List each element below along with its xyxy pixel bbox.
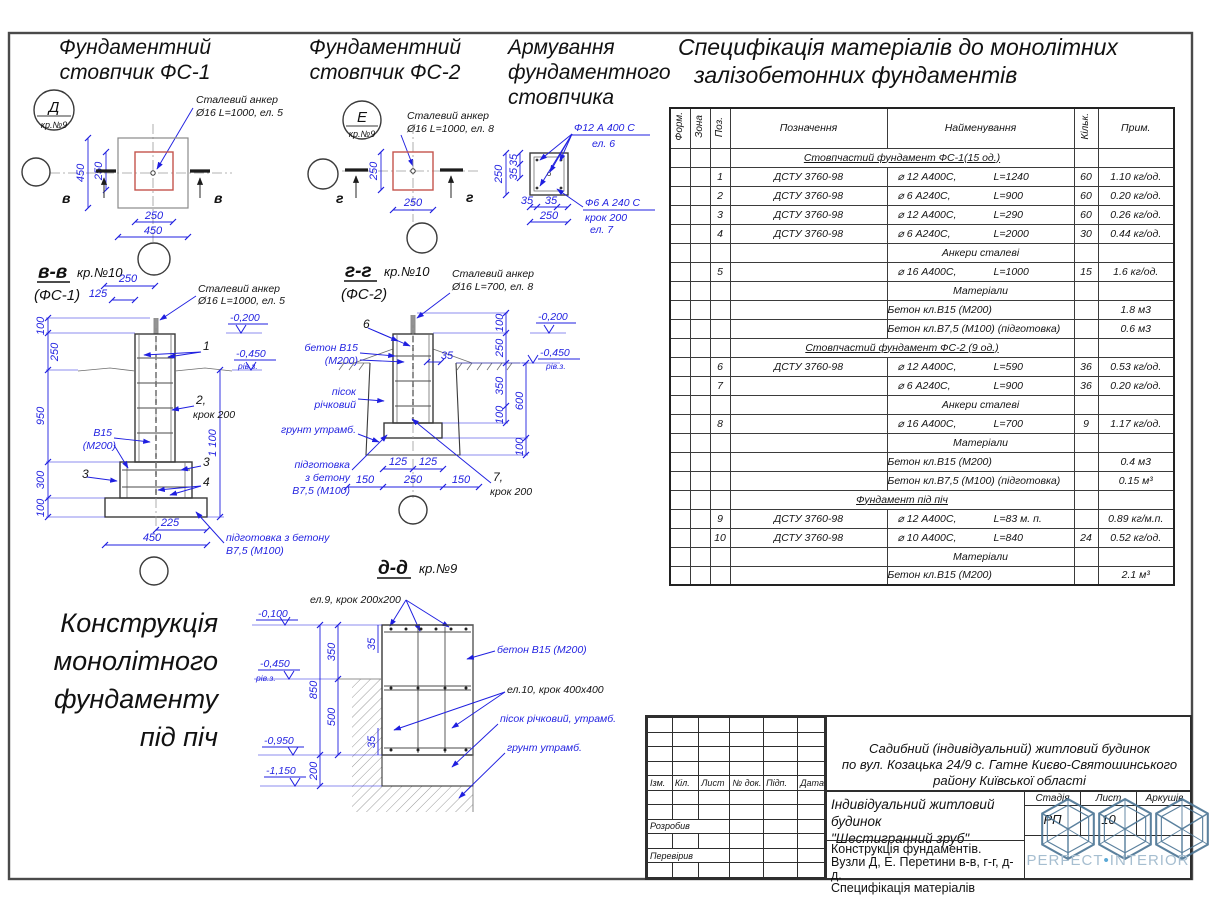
spec-length: L=1240: [993, 170, 1029, 183]
fs1-title: Фундаментний: [58, 36, 212, 59]
sand-label: пісок річковий, утрамб.: [500, 713, 617, 725]
role-checked: Перевірив: [648, 848, 730, 863]
spec-data-row: [670, 186, 1174, 205]
stove-foundation-title: [54, 608, 220, 752]
spec-material-row: [670, 566, 1174, 585]
dim-label: 35: [508, 167, 520, 181]
svg-text:кр.№9: кр.№9: [40, 120, 68, 130]
section-gg-heading: г-г: [345, 261, 372, 282]
rebar-label-f12: Ф12 А 400 С: [574, 122, 635, 134]
dim-label: 225: [160, 517, 180, 529]
spec-group-row: [670, 490, 1174, 509]
spec-data-row: [670, 357, 1174, 376]
spec-sign: [730, 376, 887, 395]
spec-header-qty: Кільк.: [1080, 113, 1091, 140]
spec-title-line1: Специфікація матеріалів до монолітних: [678, 34, 1118, 60]
svg-text:під піч: під піч: [139, 722, 218, 752]
svg-text:монолітного: монолітного: [53, 646, 218, 676]
spec-material-row: [670, 452, 1174, 471]
object-name: Індивідуальний житловий будинок "Шестигранний зруб": [825, 792, 1024, 840]
dim-label: 100: [494, 313, 506, 333]
section-mark-v: в: [214, 190, 223, 206]
dim-label: 150: [451, 474, 471, 486]
sheets-header: Аркушів: [1145, 793, 1184, 804]
dim-label: 1 100: [207, 429, 219, 457]
dim-label: 300: [35, 470, 47, 490]
grid-bubble: [140, 557, 168, 585]
callout-7: 7,: [493, 470, 504, 484]
dim-label: 150: [355, 474, 375, 486]
rebar-label-f6: Ф6 А 240 С: [585, 197, 641, 209]
spec-dia: ⌀ 6 А240С,: [897, 189, 951, 202]
spec-sign: ДСТУ 3760-98: [730, 224, 887, 243]
grid-bubble: [308, 159, 338, 189]
svg-text:кр.№9: кр.№9: [348, 129, 376, 139]
svg-text:стовпчик ФС-1: стовпчик ФС-1: [59, 61, 211, 84]
title-block: [645, 715, 1192, 895]
spec-note: 0.53 кг/од.: [1098, 357, 1174, 376]
spec-material: Бетон кл.В15 (М200): [887, 452, 1074, 471]
callout-3: 3: [82, 467, 89, 481]
spec-group-row: [670, 338, 1174, 357]
spec-note: 0.89 кг/м.п.: [1098, 509, 1174, 528]
spec-note: 0.6 м3: [1098, 319, 1174, 338]
dim-label: 200: [308, 761, 320, 781]
spec-header-form: Форм.: [674, 112, 686, 142]
svg-text:рів.з.: рів.з.: [238, 361, 258, 371]
level-mark: -1,150: [266, 765, 296, 777]
section-mark-g: г: [336, 190, 344, 206]
stage-value: РП: [1025, 806, 1081, 835]
level-mark: -0,950: [264, 735, 294, 747]
spec-title: [678, 33, 1118, 89]
fs2-plan-drawing: [308, 36, 494, 253]
svg-text:ел. 6: ел. 6: [592, 138, 616, 150]
spec-length: L=840: [993, 531, 1024, 544]
spec-note: 0.20 кг/од.: [1098, 376, 1174, 395]
spec-sign: ДСТУ 3760-98: [730, 509, 887, 528]
spec-material: Бетон кл.В7,5 (М100) (підготовка): [887, 319, 1074, 338]
grid-bubble: [399, 496, 427, 524]
spec-qty: 36: [1074, 357, 1098, 376]
dim-label: 450: [143, 225, 163, 237]
grid-bubble: [138, 243, 170, 275]
svg-text:фундаментного: фундаментного: [508, 61, 671, 84]
spec-note: 1.8 м3: [1098, 300, 1174, 319]
dim-label: 450: [142, 532, 162, 544]
level-mark: -0,450: [540, 347, 570, 359]
section-dd-heading: д-д: [378, 558, 408, 579]
dim-label: 350: [494, 376, 506, 396]
level-mark: -0,100: [258, 608, 288, 620]
col-izm: Ізм.: [648, 776, 673, 791]
spec-qty: [1074, 509, 1098, 528]
dim-label: 100: [35, 316, 47, 336]
spec-data-row: [670, 262, 1174, 281]
callout-3: 3: [203, 455, 210, 469]
spec-pos: 8: [710, 414, 730, 433]
spec-dia: ⌀ 12 А400С,: [897, 208, 957, 221]
svg-text:кр.№10: кр.№10: [384, 264, 430, 279]
spec-length: L=83 м. п.: [993, 512, 1042, 525]
dim-label: 250: [144, 210, 164, 222]
spec-data-row: [670, 414, 1174, 433]
dim-label: 250: [93, 161, 105, 181]
dim-label: 350: [326, 642, 338, 662]
spec-subheader: Матеріали: [887, 281, 1074, 300]
spec-note: 0.26 кг/од.: [1098, 205, 1174, 224]
spec-note: 0.20 кг/од.: [1098, 186, 1174, 205]
spec-qty: 24: [1074, 528, 1098, 547]
node-marker-e: Е: [356, 109, 368, 126]
fs2-title: Фундаментний: [308, 36, 462, 59]
sand-label: пісок: [331, 386, 356, 398]
dim-label: 950: [35, 406, 47, 426]
spec-subheader: Матеріали: [887, 547, 1074, 566]
material-label: бетон В15: [304, 342, 358, 354]
spec-sign: ДСТУ 3760-98: [730, 528, 887, 547]
spec-sign: [730, 414, 887, 433]
reinforcement-detail-drawing: [493, 36, 671, 236]
svg-text:стовпчик ФС-2: стовпчик ФС-2: [309, 61, 461, 84]
spec-dia: ⌀ 12 А400С,: [897, 170, 957, 183]
spec-dia: ⌀ 16 А400С,: [897, 417, 957, 430]
spec-dia: ⌀ 6 А240С,: [897, 379, 951, 392]
section-dd-drawing: [252, 558, 616, 812]
spec-length: L=2000: [993, 227, 1029, 240]
spec-pos: 6: [710, 357, 730, 376]
spec-data-row: [670, 167, 1174, 186]
dim-label: 250: [403, 474, 423, 486]
dim-label: 35: [440, 350, 454, 362]
spec-note: 1.10 кг/од.: [1098, 167, 1174, 186]
spec-header-note: Прим.: [1098, 108, 1174, 148]
spec-subheader: Матеріали: [887, 433, 1074, 452]
callout-2: 2,: [196, 393, 207, 407]
revision-table: [647, 717, 825, 878]
spec-qty: 60: [1074, 205, 1098, 224]
spec-qty: 60: [1074, 167, 1098, 186]
mesh9-label: ел.9, крок 200x200: [310, 594, 401, 606]
svg-text:В7,5 (М100): В7,5 (М100): [226, 545, 284, 557]
spec-header-row: [670, 108, 1174, 148]
spec-pos: 7: [710, 376, 730, 395]
spec-material-row: [670, 300, 1174, 319]
spec-length: L=590: [993, 360, 1024, 373]
spec-note: 0.4 м3: [1098, 452, 1174, 471]
spec-pos: 4: [710, 224, 730, 243]
spec-subheader-row: [670, 281, 1174, 300]
dim-label: 100: [514, 437, 526, 457]
soil-label: грунт утрамб.: [507, 742, 582, 754]
svg-text:рів.з.: рів.з.: [546, 361, 566, 371]
spec-material-row: [670, 319, 1174, 338]
section-mark-g: г: [466, 189, 474, 205]
dim-label: 250: [368, 161, 380, 181]
spec-material: Бетон кл.В7,5 (М100) (підготовка): [887, 471, 1074, 490]
spec-note: 0.44 кг/од.: [1098, 224, 1174, 243]
spec-data-row: [670, 224, 1174, 243]
svg-text:(М200): (М200): [82, 440, 116, 452]
dim-label: 250: [539, 210, 559, 222]
spec-note: 2.1 м³: [1098, 566, 1174, 585]
level-mark: -0,450: [236, 348, 266, 360]
spec-dia: ⌀ 6 А240С,: [897, 227, 951, 240]
dim-label: 35: [366, 637, 378, 651]
spec-qty: 36: [1074, 376, 1098, 395]
spec-header-name: Найменування: [887, 108, 1074, 148]
sheet-content: Конструкція фундаментів. Вузли Д, Е. Перетини в-в, г-г, д-д. Специфікація матеріалів: [825, 840, 1024, 878]
arm-title: Армування: [508, 36, 615, 59]
spec-data-row: [670, 205, 1174, 224]
dim-label: 250: [49, 342, 61, 362]
sheet-number: 10: [1081, 806, 1137, 835]
col-list: Лист: [699, 776, 730, 791]
svg-text:фундаменту: фундаменту: [53, 684, 218, 714]
svg-text:з бетону: з бетону: [305, 472, 350, 484]
vv-anchor-note: Сталевий анкер: [198, 283, 281, 295]
dim-label: 35: [520, 195, 534, 207]
svg-text:стовпчика: стовпчика: [508, 86, 615, 109]
svg-text:ел. 7: ел. 7: [590, 224, 614, 236]
spec-qty: 30: [1074, 224, 1098, 243]
col-pidp: Підп.: [764, 776, 798, 791]
spec-material: Бетон кл.В15 (М200): [887, 566, 1074, 585]
svg-text:Ø16 L=700, ел. 8: Ø16 L=700, ел. 8: [452, 281, 534, 293]
vv-prep-note: підготовка з бетону: [226, 532, 330, 544]
dim-label: 250: [118, 273, 138, 285]
spec-note: 1.17 кг/од.: [1098, 414, 1174, 433]
svg-text:(М200): (М200): [324, 355, 358, 367]
section-gg-drawing: [281, 261, 580, 524]
logo-bullet: •: [1103, 852, 1110, 869]
col-ndok: № док.: [730, 776, 764, 791]
spec-sign: [730, 262, 887, 281]
svg-text:крок 200: крок 200: [193, 409, 236, 421]
spec-subheader-row: [670, 547, 1174, 566]
dim-label: 35: [366, 735, 378, 749]
spec-subheader-row: [670, 395, 1174, 414]
spec-material: Бетон кл.В15 (М200): [887, 300, 1074, 319]
spec-dia: ⌀ 16 А400С,: [897, 265, 957, 278]
level-mark: -0,200: [230, 312, 260, 324]
spec-pos: 9: [710, 509, 730, 528]
spec-length: L=700: [993, 417, 1024, 430]
dim-label: 600: [514, 391, 526, 411]
dim-label: 125: [388, 456, 408, 468]
material-label: бетон В15 (М200): [497, 644, 587, 656]
dim-label: 100: [494, 405, 506, 425]
dim-label: 250: [494, 338, 506, 358]
spec-header-zona: Зона: [694, 115, 705, 139]
svg-text:Конструкція: Конструкція: [60, 608, 218, 638]
col-kil: Кіл.: [672, 776, 698, 791]
spec-dia: ⌀ 12 А400С,: [897, 512, 957, 525]
sheet-header: Лист: [1081, 792, 1137, 805]
spec-note: 1.6 кг/од.: [1098, 262, 1174, 281]
material-label: В15: [93, 427, 112, 439]
spec-title-line2: залізобетонних фундаментів: [694, 62, 1018, 88]
dim-label: 250: [403, 197, 423, 209]
spec-data-row: [670, 376, 1174, 395]
spec-dia: ⌀ 12 А400С,: [897, 360, 957, 373]
revision-header-row: [648, 776, 825, 791]
spec-table: [669, 107, 1175, 586]
level-mark: -0,200: [538, 311, 568, 323]
svg-text:кр.№10: кр.№10: [77, 265, 123, 280]
spec-pos: 2: [710, 186, 730, 205]
spec-subheader: Анкери сталеві: [887, 243, 1074, 262]
callout-4: 4: [203, 475, 210, 489]
spec-pos: 3: [710, 205, 730, 224]
spec-qty: 60: [1074, 186, 1098, 205]
spec-group-title: Фундамент під піч: [856, 493, 948, 506]
spec-pos: 10: [710, 528, 730, 547]
role-developed: Розробив: [648, 819, 730, 834]
spec-note: 0.15 м³: [1098, 471, 1174, 490]
gg-prep-note: підготовка: [294, 459, 350, 471]
dim-label: 450: [75, 163, 87, 183]
spec-header-poz: Поз.: [714, 116, 725, 137]
dim-label: 35: [508, 153, 520, 167]
spec-pos: 5: [710, 262, 730, 281]
logo-wordmark: PERFECT•INTERIOR: [1026, 852, 1190, 869]
dim-label: 500: [326, 707, 338, 727]
grid-bubble: [22, 158, 50, 186]
node-marker-d: Д: [48, 99, 60, 116]
spec-qty: 9: [1074, 414, 1098, 433]
svg-text:рів.з.: рів.з.: [256, 673, 276, 683]
spec-subheader-row: [670, 243, 1174, 262]
spec-length: L=1000: [993, 265, 1029, 278]
spec-group-row: [670, 148, 1174, 167]
spec-note: 0.52 кг/од.: [1098, 528, 1174, 547]
spec-qty: 15: [1074, 262, 1098, 281]
spec-data-row: [670, 509, 1174, 528]
spec-sign: ДСТУ 3760-98: [730, 205, 887, 224]
spec-group-title: Стовпчастий фундамент ФС-1(15 од.): [803, 151, 1001, 164]
dim-label: 35: [544, 195, 558, 207]
dim-label: 125: [88, 288, 108, 300]
svg-text:Ø16 L=1000, ел. 5: Ø16 L=1000, ел. 5: [198, 295, 286, 307]
svg-text:крок 200: крок 200: [585, 212, 628, 224]
section-vv-heading: в-в: [38, 262, 68, 283]
level-mark: -0,450: [260, 658, 290, 670]
svg-text:(ФС-2): (ФС-2): [341, 286, 388, 303]
svg-text:В7,5 (М100): В7,5 (М100): [292, 485, 350, 497]
stage-header: Стадія: [1025, 792, 1081, 805]
dim-label: 850: [308, 680, 320, 700]
spec-header-sign: Позначення: [730, 108, 887, 148]
spec-length: L=900: [993, 379, 1024, 392]
project-name: Садибний (індивідуальний) житловий будинок по вул. Козацька 24/9 с. Гатне Києво-Святошинського району Київської області: [825, 717, 1192, 792]
mesh10-label: ел.10, крок 400x400: [507, 684, 604, 696]
fs1-plan-drawing: [22, 36, 283, 275]
svg-text:крок 200: крок 200: [490, 486, 533, 498]
grid-bubble: [407, 223, 437, 253]
svg-text:Ø16 L=1000, ел. 5: Ø16 L=1000, ел. 5: [196, 107, 284, 119]
spec-sign: ДСТУ 3760-98: [730, 186, 887, 205]
svg-text:Ø16 L=1000, ел. 8: Ø16 L=1000, ел. 8: [407, 123, 495, 135]
fs2-anchor-note: Сталевий анкер: [407, 110, 490, 122]
vv-column: [135, 334, 175, 462]
spec-pos: 1: [710, 167, 730, 186]
spec-sign: ДСТУ 3760-98: [730, 167, 887, 186]
dim-label: 100: [35, 498, 47, 518]
spec-group-title: Стовпчастий фундамент ФС-2 (9 од.): [805, 341, 999, 354]
spec-sign: ДСТУ 3760-98: [730, 357, 887, 376]
svg-text:річковий: річковий: [314, 399, 356, 411]
gg-anchor-note: Сталевий анкер: [452, 268, 535, 280]
spec-length: L=290: [993, 208, 1024, 221]
dim-label: 250: [493, 164, 505, 184]
dim-label: 125: [418, 456, 438, 468]
spec-material-row: [670, 471, 1174, 490]
spec-subheader: Анкери сталеві: [887, 395, 1074, 414]
section-mark-v: в: [62, 190, 71, 206]
svg-text:(ФС-1): (ФС-1): [34, 287, 81, 304]
callout-6: 6: [363, 317, 370, 331]
spec-length: L=900: [993, 189, 1024, 202]
fs1-anchor-note: Сталевий анкер: [196, 94, 279, 106]
spec-subheader-row: [670, 433, 1174, 452]
svg-text:кр.№9: кр.№9: [419, 561, 458, 576]
soil-label: грунт утрамб.: [281, 424, 356, 436]
spec-dia: ⌀ 10 А400С,: [897, 531, 957, 544]
callout-1: 1: [203, 339, 210, 353]
spec-data-row: [670, 528, 1174, 547]
col-data: Дата: [798, 776, 825, 791]
